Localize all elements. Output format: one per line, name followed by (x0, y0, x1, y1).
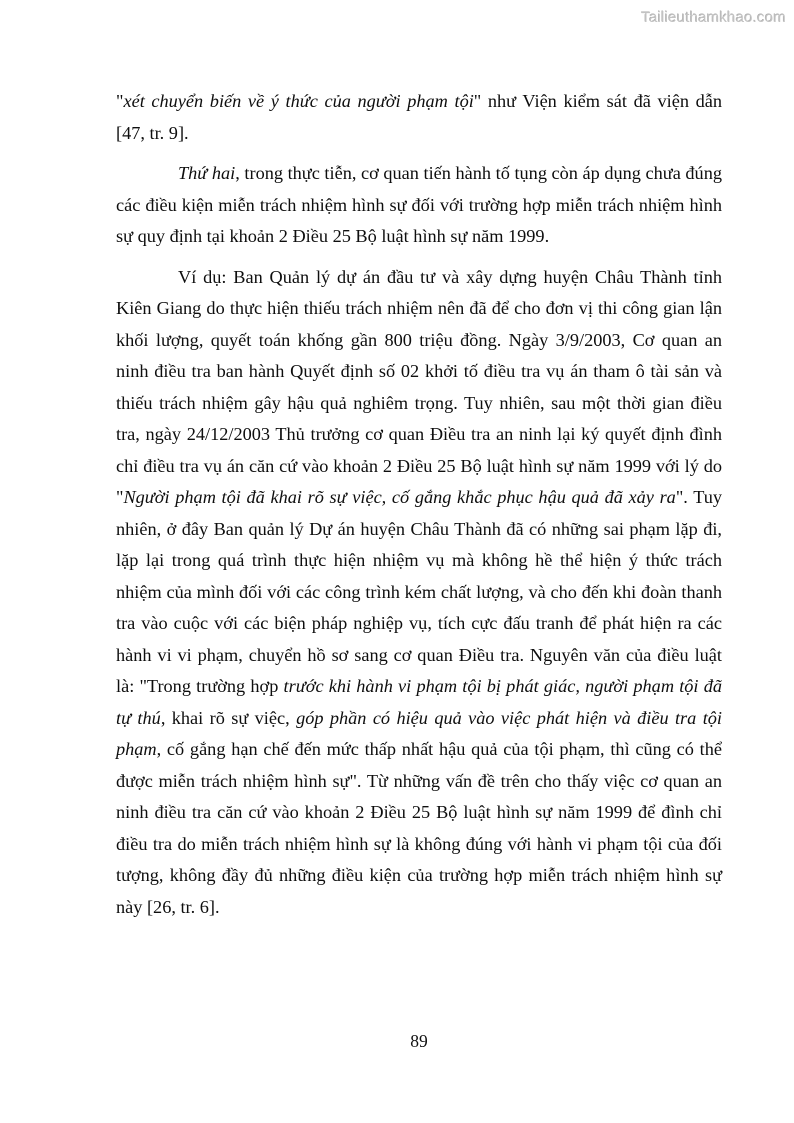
document-body (116, 86, 722, 932)
text-run: xét chuyển biến về ý thức của người phạm tội (123, 91, 474, 111)
paragraph (116, 86, 722, 149)
text-run: Ví dụ: Ban Quản lý dự án đầu tư và xây dựng huyện Châu Thành tỉnh Kiên Giang do thực hiện thiếu trách nhiệm nên đã để cho đơn vị thi công gian lận khối lượng, quyết toán khống gần 800 triệu đồng. Ngày 3/9/2003, Cơ quan an ninh điều tra ban hành Quyết định số 02 khởi tố điều tra vụ án tham ô tài sản và thiếu trách nhiệm gây hậu quả nghiêm trọng. Tuy nhiên, sau một thời gian điều tra, ngày 24/12/2003 Thủ trưởng cơ quan Điều tra an ninh lại ký quyết định đình chỉ điều tra vụ án căn cứ vào khoản 2 Điều 25 Bộ luật hình sự năm 1999 với lý do " (116, 266, 722, 507)
paragraph (116, 262, 722, 924)
paragraph (116, 158, 722, 253)
text-run: Thứ hai (178, 163, 236, 183)
page-number: 89 (410, 1031, 428, 1051)
text-run: " (116, 91, 124, 111)
text-run: " như Viện kiểm sát đã viện dẫn [47, tr. 9]. (116, 91, 722, 143)
watermark: Tailieuthamkhao.com (641, 9, 786, 26)
text-run: , khai rõ sự việc, (160, 707, 297, 728)
text-run: ". Tuy nhiên, ở đây Ban quản lý Dự án huyện Châu Thành đã có những sai phạm lặp đi, lặp lại trong quá trình thực hiện nhiệm vụ mà không hề thể hiện ý thức trách nhiệm của mình đối với các công trình kém chất lượng, và cho đến khi đoàn thanh tra vào cuộc với các biện pháp nghiệp vụ, tích cực đấu tranh để phát hiện ra các hành vi vi phạm, chuyển hồ sơ sang cơ quan Điều tra. Nguyên văn của điều luật là: "Trong trường hợp (116, 487, 722, 696)
text-run: Người phạm tội đã khai rõ sự việc, cố gắng khắc phục hậu quả đã xảy ra (123, 487, 676, 507)
text-run: , cố gắng hạn chế đến mức thấp nhất hậu quả của tội phạm, thì cũng có thể được miễn trách nhiệm hình sự". Từ những vấn đề trên cho thấy việc cơ quan an ninh điều tra căn cứ vào khoản 2 Điều 25 Bộ luật hình sự năm 1999 để đình chỉ điều tra do miễn trách nhiệm hình sự là không đúng với hành vi phạm tội của đối tượng, không đầy đủ những điều kiện của trường hợp miễn trách nhiệm hình sự này [26, tr. 6]. (116, 739, 722, 917)
text-run: trước khi hành vi phạm tội bị phát giác, người phạm tội đã tự thú (116, 676, 722, 728)
text-run: góp phần có hiệu quả vào việc phát hiện và điều tra tội phạm (116, 707, 722, 759)
text-run: , trong thực tiễn, cơ quan tiến hành tố tụng còn áp dụng chưa đúng các điều kiện miễn trách nhiệm hình sự đối với trường hợp miễn trách nhiệm hình sự quy định tại khoản 2 Điều 25 Bộ luật hình sự năm 1999. (116, 163, 722, 246)
